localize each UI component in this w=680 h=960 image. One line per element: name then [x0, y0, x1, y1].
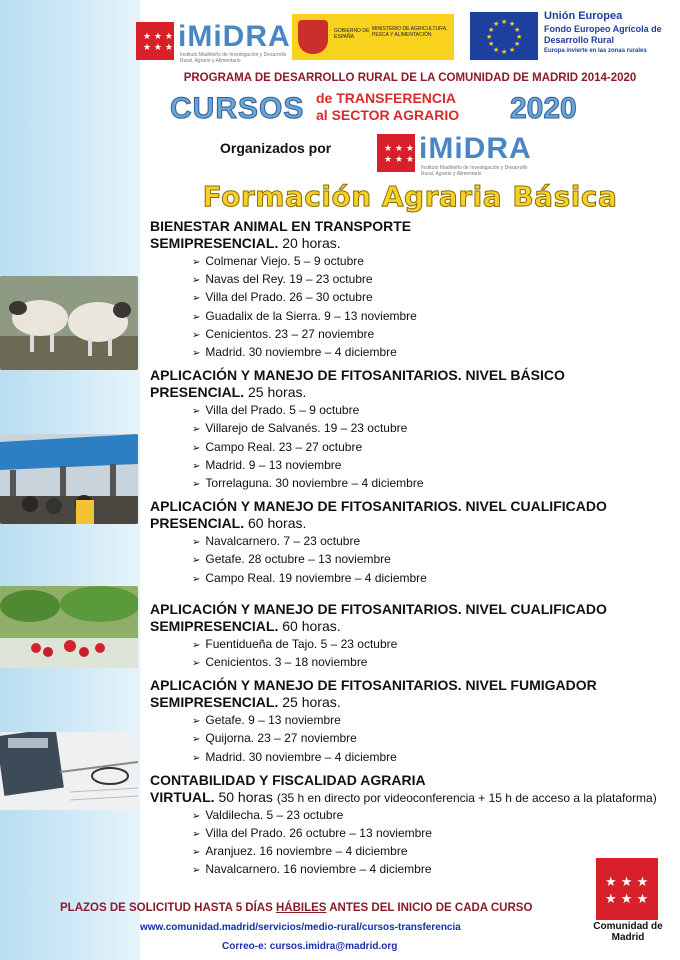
arrow-bullet-icon: ➢: [192, 810, 201, 822]
session-text: Cenicientos. 23 – 27 noviembre: [205, 326, 375, 341]
session-text: Madrid. 30 noviembre – 4 diciembre: [205, 749, 397, 764]
arrow-bullet-icon: ➢: [192, 847, 201, 859]
arrow-bullet-icon: ➢: [192, 293, 201, 305]
eu-motto: Europa invierte en las zonas rurales: [544, 48, 647, 54]
svg-text:★: ★: [509, 46, 516, 54]
organizer-imidra-text: iMiDRA: [419, 132, 532, 165]
session-text: Getafe. 28 octubre – 13 noviembre: [205, 552, 391, 567]
eu-title: Unión Europea: [544, 10, 623, 22]
spain-shield-icon: [298, 20, 328, 54]
ministerio-text: MINISTERIO DE AGRICULTURA, PESCA Y ALIMENTACIÓN: [372, 26, 448, 38]
session-item: [192, 749, 675, 767]
course-block: [150, 367, 675, 493]
course-title: BIENESTAR ANIMAL EN TRANSPORTE: [150, 218, 412, 234]
cursos-year: 2020: [510, 92, 577, 125]
madrid-flag-icon: [377, 134, 415, 172]
deadline-text-b: HÁBILES: [275, 902, 327, 914]
cursos-subtitle-line2: al SECTOR AGRARIO: [316, 107, 460, 123]
course-mode: SEMIPRESENCIAL.: [150, 235, 279, 251]
session-item: [192, 570, 675, 588]
session-text: Villarejo de Salvanés. 19 – 23 octubre: [205, 421, 408, 436]
arrow-bullet-icon: ➢: [192, 752, 201, 764]
course-title: APLICACIÓN Y MANEJO DE FITOSANITARIOS. NIVEL FUMIGADOR: [150, 677, 597, 694]
session-item: [192, 807, 675, 825]
session-item: [192, 533, 675, 551]
session-text: Navalcarnero. 7 – 23 octubre: [205, 534, 361, 549]
imidra-logo: [118, 14, 291, 64]
arrow-bullet-icon: ➢: [192, 716, 201, 728]
session-text: Torrelaguna. 30 noviembre – 4 diciembre: [205, 476, 424, 491]
course-mode-line: [150, 789, 675, 807]
strawberry-photo: [0, 586, 138, 668]
session-text: Aranjuez. 16 noviembre – 4 diciembre: [205, 844, 408, 859]
deadline-notice: [60, 902, 532, 914]
course-block: [150, 601, 675, 672]
svg-text:★ ★ ★: ★ ★ ★: [605, 875, 649, 890]
course-mode: SEMIPRESENCIAL.: [150, 617, 279, 634]
imidra-logo-text: iMiDRA: [178, 20, 291, 53]
svg-text:★: ★: [488, 26, 495, 34]
session-text: Colmenar Viejo. 5 – 9 octubre: [205, 254, 364, 268]
session-item: [192, 253, 675, 271]
course-hours: 50 horas: [218, 788, 273, 805]
session-list: [150, 636, 675, 672]
arrow-bullet-icon: ➢: [192, 329, 201, 341]
organizer-imidra-subtitle: Instituto Madrileño de Investigación y Desarrollo Rural, Agrario y Alimentario: [421, 165, 528, 177]
svg-text:★ ★ ★: ★ ★ ★: [143, 32, 173, 42]
session-text: Fuentidueña de Tajo. 5 – 23 octubre: [205, 636, 398, 651]
arrow-bullet-icon: ➢: [192, 460, 201, 472]
arrow-bullet-icon: ➢: [192, 424, 201, 436]
svg-text:★: ★: [514, 26, 521, 34]
course-title: CONTABILIDAD Y FISCALIDAD AGRARIA: [150, 771, 426, 788]
arrow-bullet-icon: ➢: [192, 573, 201, 585]
comunidad-madrid-logo: [596, 858, 658, 920]
arrow-bullet-icon: ➢: [192, 275, 201, 287]
svg-text:★: ★: [509, 20, 516, 28]
svg-text:★ ★ ★: ★ ★ ★: [384, 144, 414, 154]
course-mode: PRESENCIAL.: [150, 384, 245, 401]
session-text: Valdilecha. 5 – 23 octubre: [205, 807, 344, 822]
svg-text:★ ★ ★: ★ ★ ★: [605, 892, 649, 907]
svg-text:★: ★: [493, 46, 500, 54]
session-item: [192, 326, 675, 344]
course-title: APLICACIÓN Y MANEJO DE FITOSANITARIOS. NIVEL BÁSICO: [150, 367, 565, 384]
arrow-bullet-icon: ➢: [192, 479, 201, 491]
course-hours: 60 horas.: [248, 515, 307, 532]
fertilizer-machine-photo: [0, 434, 138, 524]
session-text: Quijorna. 23 – 27 noviembre: [205, 731, 357, 746]
arrow-bullet-icon: ➢: [192, 537, 201, 549]
session-list: [150, 402, 675, 493]
course-title: APLICACIÓN Y MANEJO DE FITOSANITARIOS. NIVEL CUALIFICADO: [150, 600, 607, 617]
course-block: [150, 677, 675, 767]
course-block: [150, 498, 675, 588]
course-title: APLICACIÓN Y MANEJO DE FITOSANITARIOS. NIVEL CUALIFICADO: [150, 498, 607, 515]
session-item: [192, 271, 675, 289]
cursos-subtitle: [316, 90, 459, 124]
website-link[interactable]: www.comunidad.madrid/servicios/medio-rural/cursos-transferencia: [140, 922, 461, 933]
comunidad-madrid-text: Comunidad de Madrid: [593, 921, 663, 943]
cursos-banner: [140, 88, 680, 132]
cursos-word: CURSOS: [170, 92, 305, 125]
session-text: Villa del Prado. 5 – 9 octubre: [205, 403, 360, 418]
main-title: Formación Agraria Básica: [202, 180, 618, 213]
gobierno-text: GOBIERNO DE ESPAÑA: [334, 28, 370, 40]
session-item: [192, 730, 675, 748]
sheep-photo: [0, 276, 138, 370]
session-list: [150, 253, 675, 362]
calculator-photo: [0, 732, 138, 810]
svg-text:★: ★: [488, 40, 495, 48]
madrid-flag-icon: [136, 22, 174, 60]
course-mode-line: [150, 618, 675, 636]
arrow-bullet-icon: ➢: [192, 257, 201, 268]
arrow-bullet-icon: ➢: [192, 311, 201, 323]
header-logos: [100, 8, 675, 70]
email-contact[interactable]: Correo-e: cursos.imidra@madrid.org: [222, 941, 398, 952]
organized-by-label: Organizados por: [220, 140, 332, 156]
session-item: [192, 457, 675, 475]
svg-text:★: ★: [501, 48, 508, 56]
organizer-imidra-logo: [375, 132, 555, 176]
session-item: [192, 551, 675, 569]
course-block: [150, 218, 675, 362]
eu-fund-name: Fondo Europeo Agrícola de Desarrollo Rural: [544, 24, 662, 45]
arrow-bullet-icon: ➢: [192, 348, 201, 360]
eu-flag-icon: [470, 12, 538, 60]
session-text: Getafe. 9 – 13 noviembre: [205, 713, 341, 728]
arrow-bullet-icon: ➢: [192, 639, 201, 651]
session-text: Cenicientos. 3 – 18 noviembre: [205, 655, 368, 670]
course-mode: PRESENCIAL.: [150, 515, 245, 532]
deadline-text-c: ANTES DEL INICIO DE CADA CURSO: [326, 902, 533, 914]
svg-text:★: ★: [501, 18, 508, 26]
session-text: Navas del Rey. 19 – 23 octubre: [205, 272, 373, 287]
arrow-bullet-icon: ➢: [192, 406, 201, 418]
session-item: [192, 439, 675, 457]
session-item: [192, 344, 675, 362]
session-list: [150, 533, 675, 588]
course-hours: 25 horas.: [248, 384, 307, 401]
session-item: [192, 654, 675, 672]
svg-text:★: ★: [493, 20, 500, 28]
course-list: [150, 218, 675, 885]
course-hours: 20 horas.: [282, 235, 341, 251]
gobierno-logo: [292, 14, 454, 60]
course-mode-line: [150, 384, 675, 402]
svg-text:★: ★: [516, 33, 523, 41]
cursos-subtitle-line1: de TRANSFERENCIA: [316, 90, 457, 106]
svg-text:★: ★: [514, 40, 521, 48]
session-text: Villa del Prado. 26 – 30 octubre: [205, 290, 373, 305]
arrow-bullet-icon: ➢: [192, 829, 201, 841]
session-text: Madrid. 9 – 13 noviembre: [205, 457, 342, 472]
imidra-logo-subtitle: Instituto Madrileño de Investigación y Desarrollo Rural, Agrario y Alimentario: [180, 52, 287, 64]
program-title: PROGRAMA DE DESARROLLO RURAL DE LA COMUNIDAD DE MADRID 2014-2020: [183, 72, 637, 84]
session-item: [192, 420, 675, 438]
session-item: [192, 475, 675, 493]
arrow-bullet-icon: ➢: [192, 555, 201, 567]
session-text: Navalcarnero. 16 noviembre – 4 diciembre: [205, 862, 432, 877]
course-mode-line: [150, 515, 675, 533]
session-text: Madrid. 30 noviembre – 4 diciembre: [205, 345, 397, 360]
session-item: [192, 825, 675, 843]
svg-text:★ ★ ★: ★ ★ ★: [384, 155, 414, 165]
session-item: [192, 402, 675, 420]
session-text: Campo Real. 19 noviembre – 4 diciembre: [205, 570, 427, 585]
session-text: Guadalix de la Sierra. 9 – 13 noviembre: [205, 308, 417, 323]
session-text: Campo Real. 23 – 27 octubre: [205, 439, 363, 454]
svg-text:★: ★: [486, 33, 493, 41]
course-mode: SEMIPRESENCIAL.: [150, 694, 279, 711]
course-mode-line: [150, 235, 675, 253]
deadline-text-a: PLAZOS DE SOLICITUD HASTA 5 DÍAS: [60, 902, 276, 914]
arrow-bullet-icon: ➢: [192, 658, 201, 670]
session-item: [192, 289, 675, 307]
session-item: [192, 636, 675, 654]
session-list: [150, 712, 675, 767]
course-note: (35 h en directo por videoconferencia + 15 h de acceso a la plataforma): [276, 790, 657, 805]
session-item: [192, 712, 675, 730]
course-hours: 25 horas.: [282, 694, 341, 711]
svg-text:★ ★ ★: ★ ★ ★: [143, 43, 173, 53]
session-text: Villa del Prado. 26 octubre – 13 noviembre: [205, 826, 432, 841]
arrow-bullet-icon: ➢: [192, 865, 201, 877]
session-item: [192, 308, 675, 326]
course-mode: VIRTUAL.: [150, 788, 215, 805]
course-mode-line: [150, 694, 675, 712]
arrow-bullet-icon: ➢: [192, 442, 201, 454]
course-hours: 60 horas.: [282, 617, 341, 634]
eu-fund-text: [544, 10, 680, 54]
arrow-bullet-icon: ➢: [192, 734, 201, 746]
